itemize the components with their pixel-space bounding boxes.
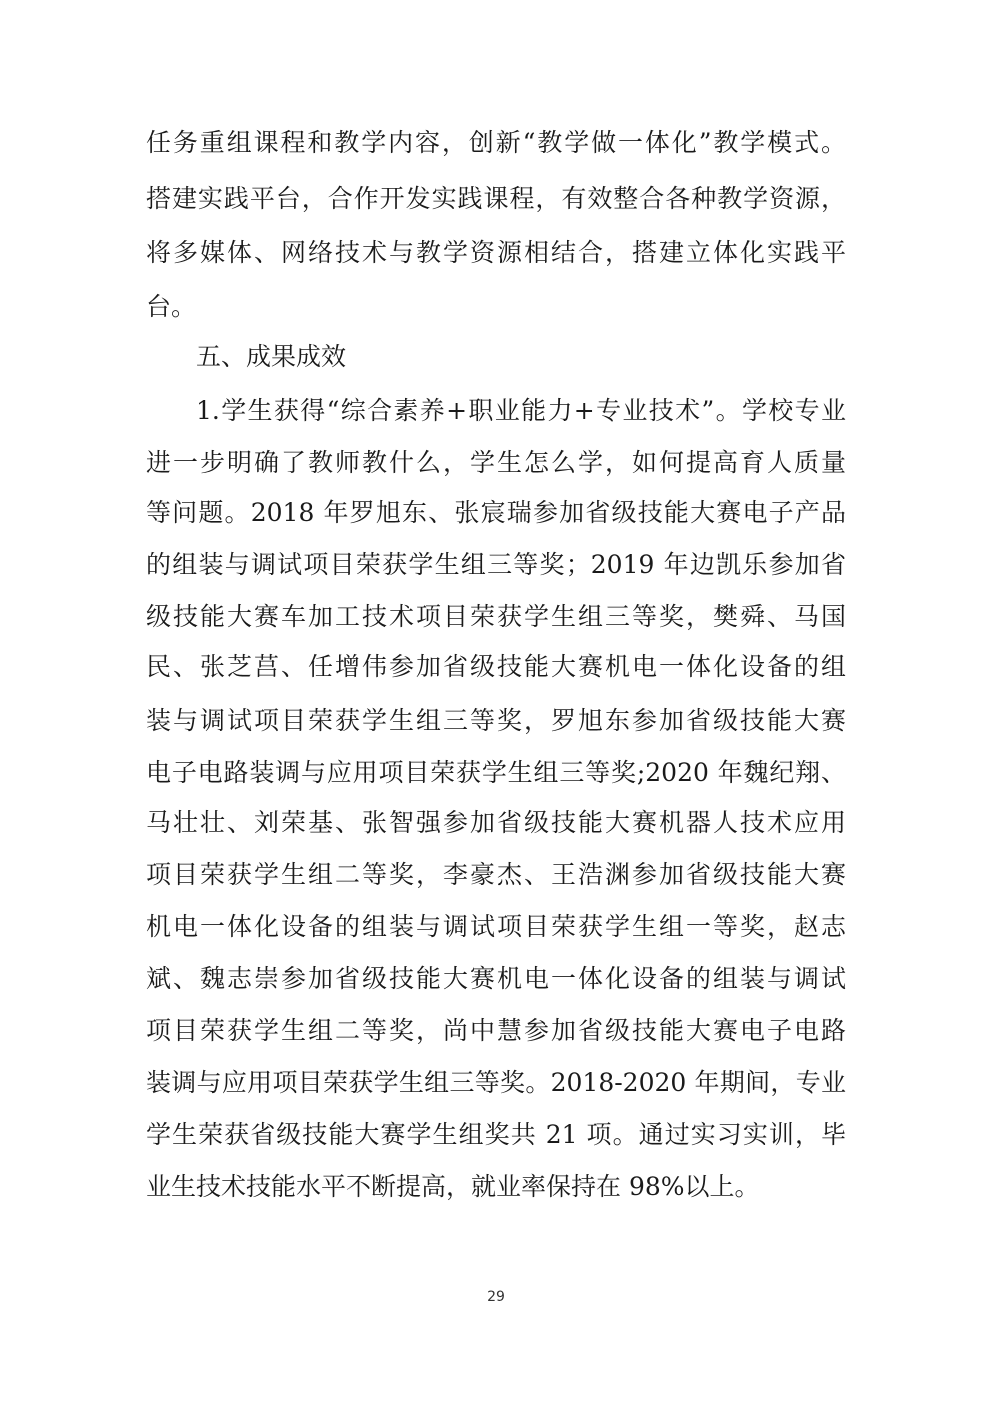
text-line: 业生技术技能水平不断提高，就业率保持在 98%以上。 <box>146 1172 760 1201</box>
text-line: 进一步明确了教师教什么，学生怎么学，如何提高育人质量 <box>146 448 846 477</box>
text-line: 将多媒体、网络技术与教学资源相结合，搭建立体化实践平 <box>146 238 846 267</box>
text-line: 的组装与调试项目荣获学生组三等奖；2019 年边凯乐参加省 <box>146 550 846 579</box>
text-line: 民、张芝莒、任增伟参加省级技能大赛机电一体化设备的组 <box>146 652 846 681</box>
text-line: 装调与应用项目荣获学生组三等奖。2018-2020 年期间，专业 <box>146 1068 846 1097</box>
text-line: 1.学生获得“综合素养+职业能力+专业技术”。学校专业 <box>196 396 846 425</box>
text-line: 任务重组课程和教学内容，创新“教学做一体化”教学模式。 <box>146 128 846 157</box>
text-line: 搭建实践平台，合作开发实践课程，有效整合各种教学资源， <box>146 184 846 213</box>
text-line: 斌、魏志崇参加省级技能大赛机电一体化设备的组装与调试 <box>146 964 846 993</box>
text-line: 项目荣获学生组二等奖，李豪杰、王浩渊参加省级技能大赛 <box>146 860 846 889</box>
text-line: 项目荣获学生组二等奖，尚中慧参加省级技能大赛电子电路 <box>146 1016 846 1045</box>
page-number: 29 <box>487 1289 505 1305</box>
text-line: 机电一体化设备的组装与调试项目荣获学生组一等奖，赵志 <box>146 912 846 941</box>
section-heading: 五、成果成效 <box>196 342 347 371</box>
text-line: 电子电路装调与应用项目荣获学生组三等奖;2020 年魏纪翔、 <box>146 758 846 787</box>
text-line: 学生荣获省级技能大赛学生组奖共 21 项。通过实习实训，毕 <box>146 1120 846 1149</box>
text-line: 马壮壮、刘荣基、张智强参加省级技能大赛机器人技术应用 <box>146 808 846 837</box>
text-line: 等问题。2018 年罗旭东、张宸瑞参加省级技能大赛电子产品 <box>146 498 846 527</box>
text-line: 台。 <box>146 292 197 321</box>
text-line: 装与调试项目荣获学生组三等奖，罗旭东参加省级技能大赛 <box>146 706 846 735</box>
text-line: 级技能大赛车加工技术项目荣获学生组三等奖，樊舜、马国 <box>146 602 846 631</box>
